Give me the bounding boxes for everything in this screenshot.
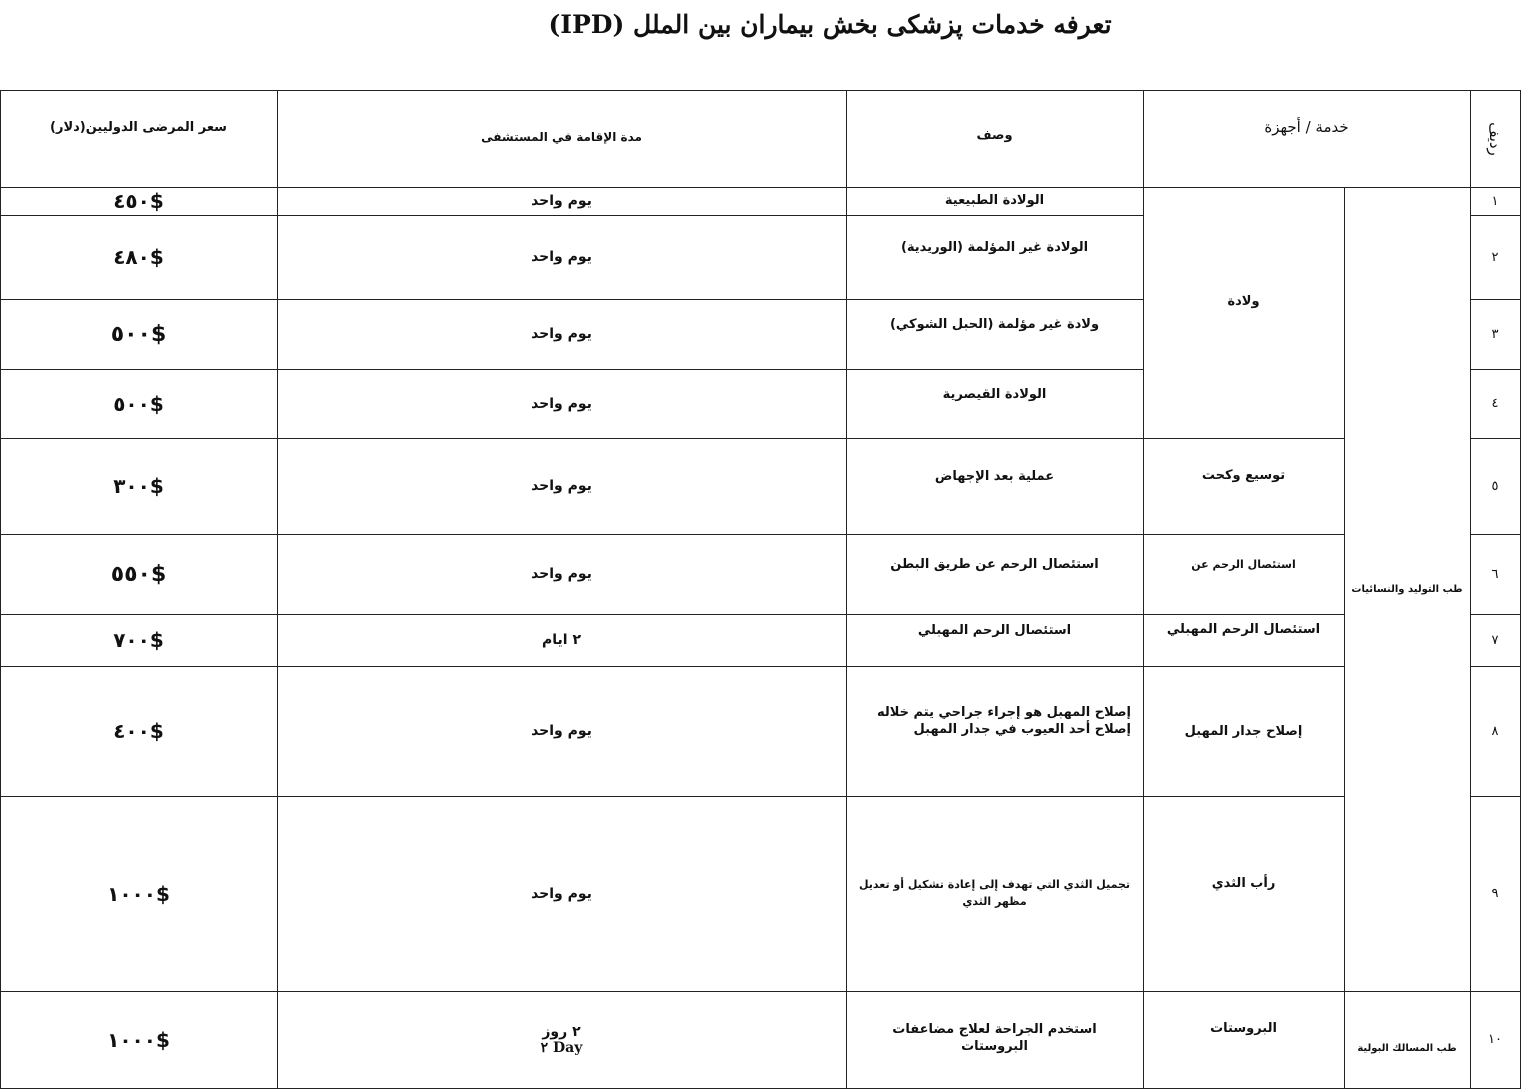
row-price: ٤٥٠$: [113, 189, 164, 213]
row-stay: [277, 991, 846, 1088]
row-price: ٤٨٠$: [113, 245, 164, 269]
row-price: ٣٠٠$: [113, 474, 164, 498]
service-birth: ولادة: [1227, 294, 1260, 309]
row-description: عملية بعد الإجهاض: [934, 469, 1055, 484]
service-vaginal-hysterectomy: استئصال الرحم المهبلي: [1166, 622, 1321, 637]
row-description: إصلاح المهبل هو إجراء جراحي يتم خلاله إصلاح أحد العيوب في جدار المهبل: [877, 705, 1131, 737]
row-description: الولادة القيصرية: [942, 387, 1047, 402]
row-number: ٢: [1491, 249, 1499, 265]
row-stay-line2: Day ٢: [540, 1039, 583, 1056]
row-number: ١٠: [1488, 1032, 1502, 1047]
row-number: ٩: [1491, 886, 1499, 901]
row-number: ٨: [1491, 723, 1499, 739]
row-number: ١: [1491, 193, 1499, 209]
service-prostate: البروستات: [1210, 1021, 1277, 1036]
department-obgyn: طب التوليد والنسائيات: [1351, 583, 1463, 595]
row-number: ٤: [1491, 396, 1499, 411]
header-description: وصف: [976, 128, 1013, 143]
header-stay: مدة الإقامة في المستشفى: [481, 130, 642, 144]
row-stay: يوم واحد: [531, 193, 592, 209]
service-hysterectomy: استئصال الرحم عن: [1191, 558, 1296, 571]
row-description: استخدم الجراحة لعلاج مضاعفات البروستات: [892, 1022, 1097, 1054]
row-description: الولادة الطبيعية: [944, 193, 1045, 208]
row-number: ٥: [1491, 478, 1499, 494]
row-description: ولادة غير مؤلمة (الحبل الشوكي): [889, 317, 1100, 332]
row-number: ٦: [1491, 566, 1499, 582]
header-service: خدمة / أجهزة: [1264, 118, 1349, 136]
row-stay: يوم واحد: [531, 478, 592, 494]
row-price: ١٠٠٠$: [107, 1027, 170, 1052]
service-dc: توسيع وكحت: [1201, 468, 1286, 483]
row-stay: يوم واحد: [531, 566, 592, 582]
row-price: ٧٠٠$: [113, 628, 164, 652]
row-description: الولادة غير المؤلمة (الوريدية): [900, 240, 1089, 255]
row-stay: يوم واحد: [531, 723, 592, 739]
header-row-number-label: ردیف: [1486, 121, 1505, 156]
row-description: استئصال الرحم المهبلي: [917, 623, 1072, 638]
row-number: ٧: [1491, 632, 1499, 648]
row-price: ١٠٠٠$: [107, 881, 170, 906]
row-stay: يوم واحد: [531, 395, 592, 412]
row-price: ٤٠٠$: [113, 719, 164, 743]
row-description: استئصال الرحم عن طريق البطن: [890, 557, 1099, 572]
row-number: ٣: [1491, 326, 1499, 342]
header-row-number: [1470, 90, 1520, 187]
row-price: ٥٥٠$: [110, 561, 167, 587]
header-price: سعر المرضى الدوليين(دلار): [50, 120, 227, 135]
department-urology: طب المسالك البولية: [1357, 1043, 1457, 1054]
row-stay: يوم واحد: [531, 249, 592, 265]
page-title: تعرفه خدمات پزشکی بخش بیماران بین الملل (IPD): [548, 10, 1112, 39]
service-mammoplasty: رأب الثدي: [1211, 876, 1276, 891]
row-description: تجميل الثدي التي تهدف إلى إعادة تشكيل أو تعديل مظهر الثدي: [858, 878, 1131, 908]
row-stay: ٢ ايام: [542, 632, 581, 648]
service-vaginal-repair: إصلاح جدار المهبل: [1184, 723, 1303, 739]
row-price: ٥٠٠$: [110, 321, 167, 347]
row-price: ٥٠٠$: [113, 391, 164, 416]
row-stay: يوم واحد: [531, 885, 592, 902]
row-stay: يوم واحد: [531, 326, 592, 342]
row-stay-line1: ٢ روز: [542, 1023, 581, 1040]
